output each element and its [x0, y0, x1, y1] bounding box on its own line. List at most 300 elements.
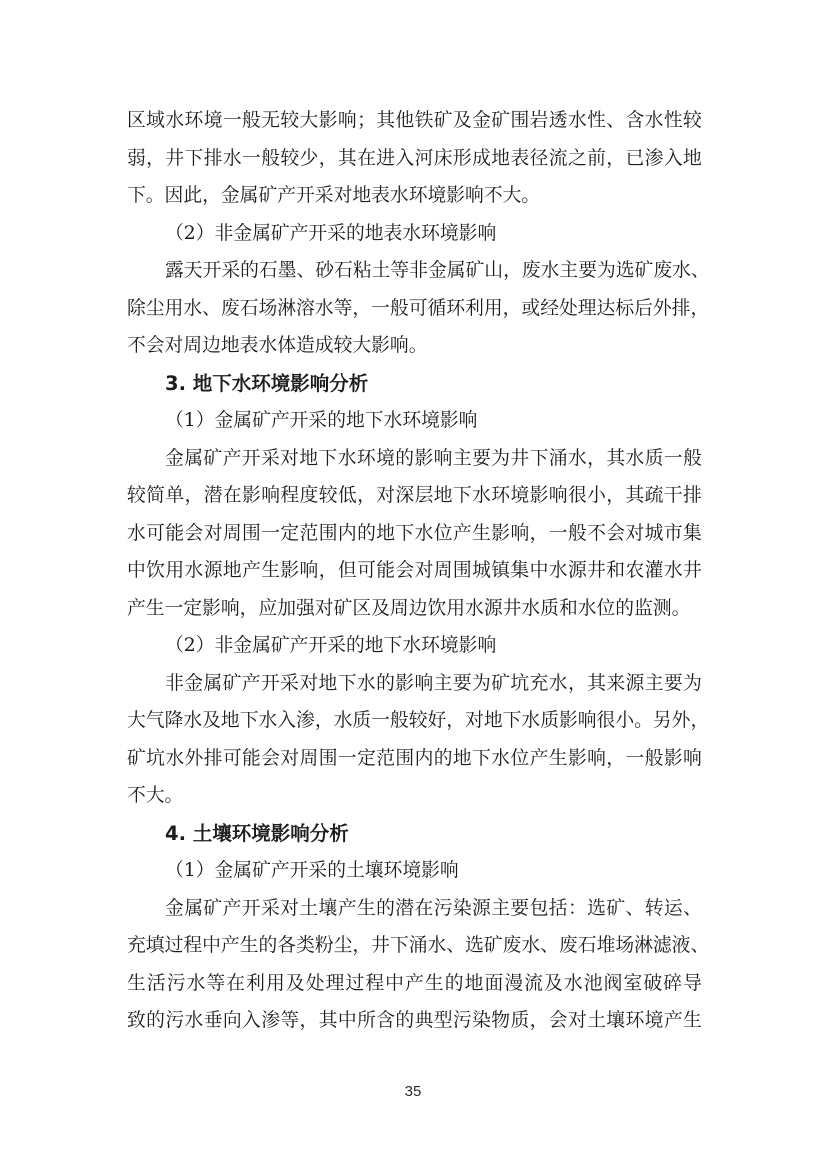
char: 充: [127, 935, 146, 956]
char: 一: [337, 747, 357, 769]
char: 弱: [127, 147, 146, 169]
char: 小: [615, 710, 635, 731]
char: 影: [280, 560, 300, 581]
char: 下: [395, 522, 415, 544]
char: 水: [521, 710, 541, 731]
char: 内: [414, 747, 434, 769]
char: 开: [241, 897, 261, 919]
char: 少: [299, 147, 319, 169]
char: 废: [502, 935, 522, 956]
char: 、: [683, 897, 702, 919]
text-line: 3. 地下水环境影响分析: [165, 371, 369, 395]
char: 池: [583, 972, 603, 994]
char: 一: [371, 297, 390, 319]
char: 矿: [491, 110, 511, 131]
char: 成: [472, 147, 491, 169]
char: 物: [491, 1010, 511, 1031]
char: ，: [357, 485, 376, 506]
char: 金: [472, 110, 491, 131]
char: ；: [357, 110, 376, 131]
char: 垂: [203, 1010, 223, 1031]
char: 环: [446, 297, 466, 319]
char: 外: [652, 297, 672, 319]
char: 坑: [146, 747, 165, 769]
char: 灌: [644, 560, 664, 581]
char: 潜: [203, 485, 223, 506]
char: 主: [433, 672, 453, 694]
char: 开: [260, 672, 280, 694]
char: 流: [548, 147, 568, 169]
char: 会: [184, 522, 204, 544]
text-line: 产生一定影响，应加强对矿区及周边饮用水源井水质和水位的监测。: [127, 597, 691, 619]
char: 境: [203, 110, 223, 131]
char: 其: [606, 447, 626, 469]
char: 矿: [127, 747, 146, 769]
char: 水: [258, 710, 278, 731]
char: 潜: [395, 897, 415, 919]
char: 般: [261, 147, 280, 169]
char: 小: [587, 485, 606, 506]
char: 一: [222, 110, 242, 131]
char: 污: [165, 1010, 185, 1031]
char: 形: [452, 147, 472, 169]
char: 无: [261, 110, 280, 131]
char: 其: [625, 485, 645, 506]
char: 围: [452, 560, 472, 581]
char: 区: [127, 110, 146, 131]
char: 程: [365, 972, 385, 994]
char: 产: [337, 897, 357, 919]
char: 除: [127, 297, 146, 319]
section-heading: [127, 365, 702, 403]
char: 水: [333, 710, 353, 731]
text-line: [127, 552, 702, 590]
char: 其: [337, 147, 357, 169]
char: 不: [587, 522, 606, 544]
char: 下: [184, 147, 204, 169]
char: 、: [296, 260, 316, 281]
char: 或: [521, 297, 541, 319]
char: 向: [222, 1010, 242, 1031]
char: 会: [261, 747, 280, 769]
char: 属: [184, 447, 203, 469]
char: 般: [683, 447, 702, 469]
char: 污: [433, 897, 453, 919]
char: 属: [203, 672, 223, 694]
char: 般: [389, 710, 409, 731]
char: 滤: [652, 935, 672, 956]
char: 废: [521, 260, 541, 281]
char: 水: [184, 1010, 204, 1031]
char: 进: [376, 147, 396, 169]
char: 水: [548, 672, 568, 694]
char: 可: [146, 522, 165, 544]
char: 墨: [277, 260, 297, 281]
text-line: [127, 702, 710, 740]
char: 生: [548, 747, 568, 769]
char: 及: [202, 710, 221, 731]
char: 污: [452, 1010, 472, 1031]
char: 中: [127, 560, 146, 581]
text-line: （1）金属矿产开采的土壤环境影响: [165, 860, 459, 881]
char: 生: [472, 522, 491, 544]
text-line: [127, 440, 702, 478]
char: 很: [567, 485, 587, 506]
char: 理: [325, 972, 345, 994]
char: 及: [452, 110, 472, 131]
char: 矿: [606, 897, 626, 919]
char: 响: [414, 672, 434, 694]
char: 围: [242, 522, 261, 544]
char: 要: [452, 672, 472, 694]
char: 水: [314, 297, 334, 319]
char: 中: [529, 560, 549, 581]
char: 位: [510, 747, 530, 769]
char: 对: [625, 522, 645, 544]
char: 、: [446, 935, 466, 956]
char: 涌: [408, 935, 428, 956]
char: 地: [452, 747, 472, 769]
char: 转: [644, 897, 664, 919]
char: 砂: [315, 260, 335, 281]
char: 漫: [504, 972, 524, 994]
char: 导: [683, 972, 702, 994]
char: 能: [242, 747, 261, 769]
char: 为: [683, 672, 702, 694]
char: 疏: [644, 485, 664, 506]
paragraph: [127, 852, 702, 890]
char: 水: [127, 522, 146, 544]
char: 生: [127, 972, 146, 994]
char: 、: [540, 935, 559, 956]
paragraph: [127, 890, 710, 1040]
char: 废: [220, 297, 240, 319]
char: 下: [318, 447, 338, 469]
char: 程: [280, 485, 300, 506]
char: 利: [246, 972, 265, 994]
char: 用: [266, 972, 285, 994]
char: 地: [376, 522, 396, 544]
char: ，: [529, 1010, 549, 1031]
char: 产: [220, 935, 240, 956]
char: 水: [165, 747, 185, 769]
char: 场: [258, 297, 278, 319]
char: 的: [444, 972, 464, 994]
char: 的: [240, 260, 259, 281]
char: 下: [529, 447, 549, 469]
char: ，: [690, 297, 710, 319]
char: 程: [183, 935, 203, 956]
char: 井: [371, 935, 390, 956]
char: 外: [671, 710, 691, 731]
char: 阀: [603, 972, 623, 994]
char: ，: [446, 710, 466, 731]
char: 范: [376, 747, 396, 769]
char: 生: [424, 972, 444, 994]
char: 污: [166, 972, 186, 994]
char: 质: [510, 1010, 530, 1031]
char: 淋: [277, 297, 297, 319]
char: 铁: [414, 110, 434, 131]
char: 床: [433, 147, 453, 169]
char: 源: [567, 560, 587, 581]
char: 能: [165, 522, 185, 544]
text-line: [127, 927, 710, 965]
char: 简: [146, 485, 165, 506]
char: 可: [408, 297, 428, 319]
char: 要: [472, 447, 491, 469]
char: 对: [280, 447, 299, 469]
char: 金: [184, 672, 203, 694]
char: 范: [299, 522, 319, 544]
char: 水: [567, 447, 587, 469]
char: 般: [567, 522, 587, 544]
char: 较: [318, 485, 338, 506]
char: 要: [510, 897, 530, 919]
char: 产: [452, 522, 472, 544]
char: 溶: [296, 297, 315, 319]
char: 的: [258, 935, 278, 956]
char: 低: [337, 485, 357, 506]
char: 其: [318, 1010, 338, 1031]
paragraph: [127, 402, 702, 440]
char: 露: [165, 260, 184, 281]
char: 等: [206, 972, 226, 994]
char: 活: [146, 972, 166, 994]
char: 会: [548, 1010, 568, 1031]
char: 循: [427, 297, 447, 319]
char: 影: [567, 747, 587, 769]
char: 其: [587, 672, 606, 694]
char: 过: [164, 935, 184, 956]
char: 石: [239, 297, 259, 319]
char: 。: [634, 710, 653, 731]
char: 矿: [203, 447, 223, 469]
char: 响: [299, 560, 319, 581]
char: 周: [222, 522, 242, 544]
char: 影: [663, 747, 683, 769]
char: 土: [371, 260, 391, 281]
char: 对: [299, 672, 319, 694]
char: 破: [643, 972, 663, 994]
char: 下: [389, 935, 409, 956]
char: 一: [548, 522, 568, 544]
char: 淋: [634, 935, 653, 956]
char: 城: [644, 522, 664, 544]
char: 水: [567, 110, 587, 131]
char: 水: [548, 560, 568, 581]
page-number: 35: [404, 1083, 422, 1100]
char: 主: [644, 672, 664, 694]
char: 中: [202, 935, 221, 956]
char: 饮: [146, 560, 165, 581]
char: ，: [567, 672, 587, 694]
char: 其: [376, 110, 396, 131]
char: 水: [663, 560, 683, 581]
char: 地: [483, 710, 503, 731]
char: 过: [345, 972, 365, 994]
char: 大: [299, 110, 319, 131]
paragraph: [127, 215, 702, 253]
char: 等: [333, 297, 353, 319]
char: 渗: [644, 147, 664, 169]
char: 的: [376, 897, 395, 919]
char: 采: [280, 672, 299, 694]
char: 定: [280, 522, 300, 544]
document-body: [127, 102, 710, 1040]
char: 地: [491, 147, 511, 169]
char: 水: [644, 110, 664, 131]
char: 流: [524, 972, 543, 994]
char: 质: [352, 710, 372, 731]
char: 河: [414, 147, 434, 169]
char: 石: [258, 260, 278, 281]
char: 内: [337, 522, 357, 544]
char: 径: [529, 147, 549, 169]
char: 产: [242, 560, 261, 581]
char: ，: [314, 710, 334, 731]
char: 的: [376, 672, 395, 694]
char: 排: [671, 297, 691, 319]
char: 对: [414, 560, 434, 581]
char: 排: [203, 747, 223, 769]
char: ，: [606, 747, 626, 769]
char: 壤: [318, 897, 338, 919]
text-line: [127, 252, 710, 290]
char: 、: [606, 110, 626, 131]
char: 会: [395, 560, 415, 581]
text-line: （2）非金属矿产开采的地下水环境影响: [165, 635, 497, 656]
char: 填: [145, 935, 165, 956]
char: 地: [433, 485, 453, 506]
char: 井: [165, 147, 185, 169]
char: 用: [165, 560, 185, 581]
char: 定: [357, 747, 376, 769]
char: 场: [615, 935, 635, 956]
char: 的: [146, 1010, 165, 1031]
char: 主: [559, 260, 579, 281]
char: 金: [165, 447, 184, 469]
char: 石: [577, 935, 597, 956]
char: 各: [277, 935, 297, 956]
char: ，: [606, 485, 626, 506]
char: ，: [587, 447, 606, 469]
char: 对: [567, 1010, 587, 1031]
paragraph: [127, 252, 710, 365]
char: 境: [376, 447, 395, 469]
char: 可: [222, 747, 242, 769]
char: ，: [299, 1010, 319, 1031]
char: 非: [409, 260, 428, 281]
char: 影: [529, 485, 549, 506]
char: 农: [625, 560, 645, 581]
char: 经: [540, 297, 559, 319]
char: 碎: [663, 972, 682, 994]
char: 涌: [548, 447, 568, 469]
char: 土: [587, 1010, 606, 1031]
char: 堆: [596, 935, 616, 956]
char: 较: [127, 485, 146, 506]
char: 影: [318, 110, 338, 131]
text-line: （2）非金属矿产开采的地表水环境影响: [165, 222, 497, 244]
char: 入: [242, 1010, 261, 1031]
char: 选: [615, 260, 635, 281]
char: 产: [222, 897, 242, 919]
char: 矿: [634, 260, 654, 281]
char: 利: [465, 297, 484, 319]
char: 充: [529, 672, 549, 694]
char: 层: [414, 485, 434, 506]
char: 下: [452, 485, 472, 506]
char: 在: [222, 485, 242, 506]
char: 来: [606, 672, 626, 694]
char: 一: [663, 447, 683, 469]
char: 采: [221, 260, 241, 281]
char: 在: [226, 972, 246, 994]
char: 已: [625, 147, 645, 169]
char: 液: [671, 935, 691, 956]
char: 水: [491, 747, 511, 769]
char: 深: [395, 485, 415, 506]
char: 环: [625, 1010, 645, 1031]
char: 另: [652, 710, 672, 731]
char: 源: [203, 560, 223, 581]
char: 产: [529, 747, 549, 769]
char: 矿: [465, 260, 485, 281]
text-line: [127, 477, 702, 515]
char: 地: [464, 972, 484, 994]
char: 达: [596, 297, 616, 319]
char: 域: [146, 110, 165, 131]
char: 干: [663, 485, 683, 506]
char: 围: [318, 522, 338, 544]
paragraph: [127, 440, 702, 628]
char: 水: [222, 147, 242, 169]
char: 主: [452, 447, 472, 469]
char: 水: [427, 935, 447, 956]
char: 井: [682, 560, 702, 581]
char: 影: [558, 710, 578, 731]
char: 标: [615, 297, 635, 319]
char: 水: [356, 672, 376, 694]
text-line: [127, 140, 702, 178]
char: 水: [184, 560, 204, 581]
char: 天: [183, 260, 203, 281]
char: 源: [472, 897, 491, 919]
char: 响: [548, 485, 568, 506]
char: 围: [318, 747, 338, 769]
char: 包: [529, 897, 549, 919]
char: 水: [672, 260, 691, 281]
char: 属: [446, 260, 466, 281]
char: 土: [299, 897, 319, 919]
char: 镇: [491, 560, 511, 581]
paragraph: [127, 665, 710, 815]
char: ，: [318, 147, 338, 169]
char: 的: [433, 747, 453, 769]
char: 集: [682, 522, 702, 544]
char: 废: [558, 935, 578, 956]
char: 环: [491, 485, 511, 506]
char: 集: [510, 560, 530, 581]
char: 产: [241, 672, 261, 694]
char: 般: [389, 297, 409, 319]
char: 单: [165, 485, 185, 506]
char: 较: [682, 110, 702, 131]
char: 矿: [203, 897, 223, 919]
char: 中: [385, 972, 404, 994]
char: 地: [299, 447, 319, 469]
